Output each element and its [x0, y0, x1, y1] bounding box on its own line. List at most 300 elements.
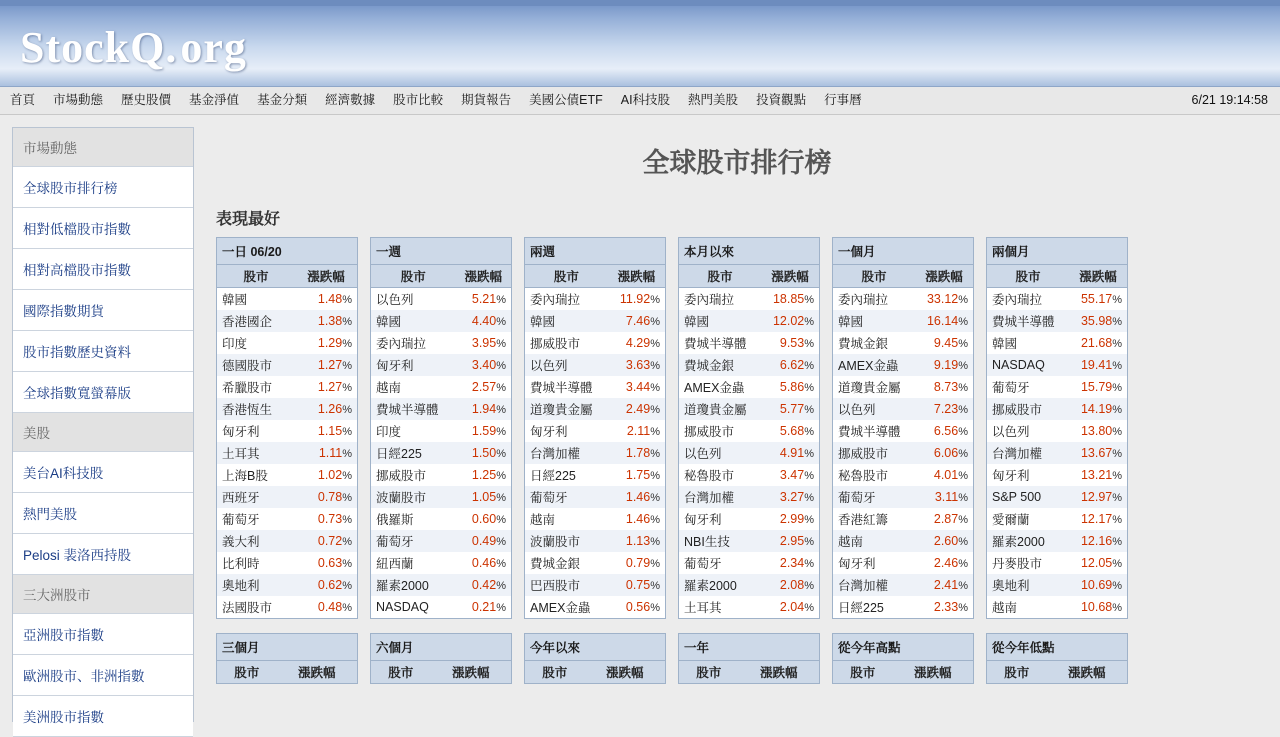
ranking-table-9: [678, 633, 820, 684]
table-row: [525, 530, 666, 552]
table-row: [525, 288, 666, 311]
table-row: [217, 486, 358, 508]
table-header: [371, 238, 512, 265]
market-name: 台灣加權: [679, 486, 762, 508]
market-name: 香港國企: [217, 310, 296, 332]
nav-item-compare[interactable]: 股市比較: [393, 93, 444, 107]
table-header: [217, 634, 358, 661]
change-value: 13.21%: [1069, 464, 1127, 486]
table-title: 三個月: [217, 634, 358, 661]
nav-item-history[interactable]: 歷史股價: [121, 93, 172, 107]
market-name: 費城金銀: [833, 332, 916, 354]
market-name: 台灣加權: [833, 574, 916, 596]
table-row: [679, 310, 820, 332]
change-value: 0.49%: [456, 530, 512, 552]
market-name: 匈牙利: [987, 464, 1070, 486]
nav-item-fund-category[interactable]: 基金分類: [257, 93, 308, 107]
table-row: [987, 574, 1128, 596]
table-header: [833, 634, 974, 661]
change-value: 0.60%: [456, 508, 512, 530]
nav-item-futures[interactable]: 期貨報告: [461, 93, 512, 107]
nav-item-us-bond-etf[interactable]: 美國公債ETF: [529, 93, 603, 107]
market-name: 費城半導體: [833, 420, 916, 442]
column-header-change: 漲跌幅: [584, 661, 665, 684]
change-value: 3.47%: [761, 464, 819, 486]
ranking-table-1: [370, 237, 512, 619]
market-name: 道瓊貴金屬: [679, 398, 762, 420]
table-row: [987, 486, 1128, 508]
table-row: [525, 508, 666, 530]
table-row: [833, 508, 974, 530]
change-value: 0.42%: [456, 574, 512, 596]
change-value: 5.86%: [761, 376, 819, 398]
market-name: 韓國: [217, 288, 296, 311]
table-row: [525, 420, 666, 442]
column-header-change: 漲跌幅: [915, 265, 973, 288]
table-row: [525, 552, 666, 574]
sidebar-item-0-0[interactable]: 全球股市排行榜: [13, 167, 193, 208]
change-value: 0.78%: [295, 486, 357, 508]
table-row: [833, 310, 974, 332]
sidebar-item-2-0[interactable]: 亞洲股市指數: [13, 614, 193, 655]
nav-item-fund-nav[interactable]: 基金淨值: [189, 93, 240, 107]
market-name: 以色列: [987, 420, 1070, 442]
table-row: [679, 486, 820, 508]
column-header-name: 股市: [679, 661, 739, 684]
table-row: [833, 376, 974, 398]
table-column-headers: [217, 661, 358, 684]
market-name: 奧地利: [987, 574, 1070, 596]
table-column-headers: [833, 265, 974, 288]
market-name: 匈牙利: [833, 552, 916, 574]
change-value: 0.48%: [295, 596, 357, 619]
column-header-change: 漲跌幅: [1069, 265, 1127, 288]
market-name: 西班牙: [217, 486, 296, 508]
table-row: [217, 530, 358, 552]
sidebar-group-2: 三大洲股市: [13, 575, 193, 614]
market-name: 越南: [833, 530, 916, 552]
market-name: 道瓊貴金屬: [525, 398, 608, 420]
table-row: [371, 530, 512, 552]
change-value: 10.69%: [1069, 574, 1127, 596]
sidebar-group-0: 市場動態: [13, 128, 193, 167]
market-name: 以色列: [833, 398, 916, 420]
market-name: 挪威股市: [525, 332, 608, 354]
change-value: 19.41%: [1069, 354, 1127, 376]
table-title: 一年: [679, 634, 820, 661]
market-name: AMEX金蟲: [525, 596, 608, 619]
table-header: [833, 238, 974, 265]
column-header-change: 漲跌幅: [430, 661, 511, 684]
market-name: 葡萄牙: [525, 486, 608, 508]
change-value: 3.27%: [761, 486, 819, 508]
change-value: 3.63%: [608, 354, 666, 376]
table-row: [679, 442, 820, 464]
table-row: [987, 420, 1128, 442]
change-value: 2.60%: [915, 530, 973, 552]
table-row: [833, 442, 974, 464]
table-header: [371, 634, 512, 661]
table-row: [525, 486, 666, 508]
column-header-change: 漲跌幅: [892, 661, 973, 684]
market-name: 義大利: [217, 530, 296, 552]
change-value: 2.46%: [915, 552, 973, 574]
table-row: [525, 310, 666, 332]
market-name: 委內瑞拉: [833, 288, 916, 311]
nav-item-ai-tech[interactable]: AI科技股: [620, 93, 671, 107]
table-row: [987, 354, 1128, 376]
nav-item-hot-us-stocks[interactable]: 熱門美股: [688, 93, 739, 107]
table-row: [987, 332, 1128, 354]
column-header-change: 漲跌幅: [276, 661, 357, 684]
market-name: 印度: [371, 420, 456, 442]
market-name: 韓國: [833, 310, 916, 332]
table-header: [525, 634, 666, 661]
column-header-change: 漲跌幅: [295, 265, 357, 288]
market-name: 匈牙利: [679, 508, 762, 530]
change-value: 3.95%: [456, 332, 512, 354]
table-row: [679, 332, 820, 354]
change-value: 16.14%: [915, 310, 973, 332]
table-row: [371, 354, 512, 376]
change-value: 6.62%: [761, 354, 819, 376]
change-value: 7.23%: [915, 398, 973, 420]
table-row: [833, 552, 974, 574]
table-column-headers: [371, 265, 512, 288]
change-value: 1.15%: [295, 420, 357, 442]
table-row: [679, 574, 820, 596]
table-row: [217, 442, 358, 464]
market-name: 香港紅籌: [833, 508, 916, 530]
change-value: 0.63%: [295, 552, 357, 574]
market-name: 挪威股市: [679, 420, 762, 442]
table-row: [217, 574, 358, 596]
market-name: 挪威股市: [987, 398, 1070, 420]
change-value: 1.25%: [456, 464, 512, 486]
change-value: 1.05%: [456, 486, 512, 508]
change-value: 1.29%: [295, 332, 357, 354]
change-value: 3.11%: [915, 486, 973, 508]
change-value: 4.01%: [915, 464, 973, 486]
change-value: 4.29%: [608, 332, 666, 354]
market-name: 韓國: [525, 310, 608, 332]
sidebar-item-0-1[interactable]: 相對低檔股市指數: [13, 208, 193, 249]
change-value: 2.33%: [915, 596, 973, 619]
change-value: 2.95%: [761, 530, 819, 552]
change-value: 13.67%: [1069, 442, 1127, 464]
nav-item-calendar[interactable]: 行事曆: [824, 93, 862, 107]
table-row: [833, 354, 974, 376]
market-name: 日經225: [371, 442, 456, 464]
table-title: 兩個月: [987, 238, 1128, 265]
site-logo[interactable]: [20, 22, 247, 73]
market-name: 印度: [217, 332, 296, 354]
table-row: [371, 574, 512, 596]
table-title: 兩週: [525, 238, 666, 265]
table-row: [679, 376, 820, 398]
table-row: [833, 464, 974, 486]
market-name: 費城半導體: [371, 398, 456, 420]
change-value: 55.17%: [1069, 288, 1127, 311]
market-name: 挪威股市: [833, 442, 916, 464]
change-value: 0.75%: [608, 574, 666, 596]
change-value: 12.17%: [1069, 508, 1127, 530]
market-name: S&P 500: [987, 486, 1070, 508]
logo-main: StockQ: [20, 23, 166, 72]
market-name: 日經225: [525, 464, 608, 486]
table-row: [371, 288, 512, 311]
column-header-name: 股市: [833, 265, 916, 288]
change-value: 1.27%: [295, 376, 357, 398]
change-value: 2.49%: [608, 398, 666, 420]
table-row: [217, 398, 358, 420]
change-value: 3.44%: [608, 376, 666, 398]
market-name: 葡萄牙: [217, 508, 296, 530]
ranking-table-6: [216, 633, 358, 684]
table-row: [833, 420, 974, 442]
table-row: [987, 376, 1128, 398]
table-header: [679, 634, 820, 661]
ranking-table-3: [678, 237, 820, 619]
table-row: [371, 596, 512, 619]
market-name: 匈牙利: [217, 420, 296, 442]
change-value: 12.02%: [761, 310, 819, 332]
nav-item-market[interactable]: 市場動態: [53, 93, 104, 107]
nav-item-home[interactable]: 首頁: [10, 93, 36, 107]
table-row: [987, 288, 1128, 311]
sidebar: [12, 127, 194, 725]
site-header: [0, 0, 1280, 87]
market-name: 委內瑞拉: [679, 288, 762, 311]
table-title: 一個月: [833, 238, 974, 265]
column-header-change: 漲跌幅: [738, 661, 819, 684]
section-title: 表現最好: [216, 211, 281, 228]
table-row: [987, 530, 1128, 552]
table-row: [371, 486, 512, 508]
table-row: [525, 354, 666, 376]
change-value: 1.75%: [608, 464, 666, 486]
sidebar-item-2-1[interactable]: 歐洲股市、非洲指數: [13, 655, 193, 696]
market-name: 挪威股市: [371, 464, 456, 486]
market-name: 巴西股市: [525, 574, 608, 596]
table-title: 本月以來: [679, 238, 820, 265]
change-value: 0.56%: [608, 596, 666, 619]
market-name: 愛爾蘭: [987, 508, 1070, 530]
nav-item-views[interactable]: 投資觀點: [756, 93, 807, 107]
table-row: [217, 376, 358, 398]
change-value: 0.73%: [295, 508, 357, 530]
change-value: 10.68%: [1069, 596, 1127, 619]
page-title: 全球股市排行榜: [642, 148, 832, 178]
ranking-table-2: [524, 237, 666, 619]
change-value: 2.11%: [608, 420, 666, 442]
table-row: [525, 332, 666, 354]
page-body: [0, 115, 1280, 725]
table-column-headers: [679, 661, 820, 684]
table-row: [371, 508, 512, 530]
market-name: 香港恆生: [217, 398, 296, 420]
market-name: 法國股市: [217, 596, 296, 619]
change-value: 33.12%: [915, 288, 973, 311]
market-name: NASDAQ: [371, 596, 456, 619]
main-content: [194, 115, 1280, 722]
table-row: [217, 464, 358, 486]
table-row: [833, 288, 974, 311]
change-value: 1.13%: [608, 530, 666, 552]
table-row: [371, 442, 512, 464]
table-row: [525, 574, 666, 596]
table-row: [525, 398, 666, 420]
column-header-name: 股市: [371, 661, 431, 684]
sidebar-item-1-2[interactable]: Pelosi 裴洛西持股: [13, 534, 193, 575]
table-row: [679, 596, 820, 619]
market-name: 葡萄牙: [833, 486, 916, 508]
market-name: 費城金銀: [525, 552, 608, 574]
market-name: 波蘭股市: [371, 486, 456, 508]
table-row: [525, 596, 666, 619]
clock: 6/21 19:14:58: [1191, 93, 1268, 107]
market-name: 俄羅斯: [371, 508, 456, 530]
market-name: 秘魯股市: [679, 464, 762, 486]
change-value: 13.80%: [1069, 420, 1127, 442]
sidebar-item-1-1[interactable]: 熱門美股: [13, 493, 193, 534]
table-title: 從今年低點: [987, 634, 1128, 661]
change-value: 2.34%: [761, 552, 819, 574]
column-header-name: 股市: [525, 661, 585, 684]
change-value: 11.92%: [608, 288, 666, 311]
logo-dot: .: [165, 23, 181, 72]
change-value: 15.79%: [1069, 376, 1127, 398]
market-name: 羅素2000: [987, 530, 1070, 552]
market-name: AMEX金蟲: [833, 354, 916, 376]
market-name: 委內瑞拉: [525, 288, 608, 311]
column-header-name: 股市: [371, 265, 456, 288]
market-name: 葡萄牙: [679, 552, 762, 574]
column-header-name: 股市: [217, 661, 277, 684]
sidebar-item-0-5[interactable]: 全球指數寬螢幕版: [13, 372, 193, 413]
change-value: 2.08%: [761, 574, 819, 596]
column-header-name: 股市: [217, 265, 296, 288]
table-row: [371, 420, 512, 442]
change-value: 0.79%: [608, 552, 666, 574]
column-header-change: 漲跌幅: [456, 265, 512, 288]
sidebar-item-2-2[interactable]: 美洲股市指數: [13, 696, 193, 737]
market-name: 丹麥股市: [987, 552, 1070, 574]
change-value: 1.46%: [608, 508, 666, 530]
table-column-headers: [679, 265, 820, 288]
table-row: [371, 310, 512, 332]
change-value: 5.77%: [761, 398, 819, 420]
change-value: 1.46%: [608, 486, 666, 508]
column-header-change: 漲跌幅: [761, 265, 819, 288]
column-header-name: 股市: [833, 661, 893, 684]
table-row: [987, 442, 1128, 464]
change-value: 12.97%: [1069, 486, 1127, 508]
sidebar-item-0-4[interactable]: 股市指數歷史資料: [13, 331, 193, 372]
nav-item-economy[interactable]: 經濟數據: [325, 93, 376, 107]
change-value: 2.57%: [456, 376, 512, 398]
market-name: 以色列: [525, 354, 608, 376]
change-value: 1.38%: [295, 310, 357, 332]
market-name: 日經225: [833, 596, 916, 619]
change-value: 21.68%: [1069, 332, 1127, 354]
column-header-change: 漲跌幅: [1046, 661, 1127, 684]
change-value: 4.91%: [761, 442, 819, 464]
ranking-table-0: [216, 237, 358, 619]
table-row: [217, 508, 358, 530]
market-name: 委內瑞拉: [371, 332, 456, 354]
change-value: 0.21%: [456, 596, 512, 619]
change-value: 12.05%: [1069, 552, 1127, 574]
table-row: [833, 486, 974, 508]
market-name: 匈牙利: [525, 420, 608, 442]
table-row: [217, 552, 358, 574]
table-row: [217, 354, 358, 376]
market-name: NBI生技: [679, 530, 762, 552]
table-row: [833, 574, 974, 596]
table-row: [987, 552, 1128, 574]
table-row: [679, 288, 820, 311]
table-row: [833, 398, 974, 420]
table-row: [371, 552, 512, 574]
main-navigation[interactable]: [0, 87, 1280, 115]
change-value: 12.16%: [1069, 530, 1127, 552]
table-row: [525, 376, 666, 398]
market-name: 費城金銀: [679, 354, 762, 376]
ranking-tables-row-1: [216, 237, 1264, 619]
table-row: [679, 508, 820, 530]
change-value: 1.27%: [295, 354, 357, 376]
table-title: 一週: [371, 238, 512, 265]
table-row: [987, 596, 1128, 619]
market-name: 委內瑞拉: [987, 288, 1070, 311]
change-value: 2.87%: [915, 508, 973, 530]
table-title: 從今年高點: [833, 634, 974, 661]
table-row: [987, 464, 1128, 486]
sidebar-item-0-3[interactable]: 國際指數期貨: [13, 290, 193, 331]
market-name: 秘魯股市: [833, 464, 916, 486]
market-name: 以色列: [679, 442, 762, 464]
change-value: 1.02%: [295, 464, 357, 486]
sidebar-item-0-2[interactable]: 相對高檔股市指數: [13, 249, 193, 290]
change-value: 2.04%: [761, 596, 819, 619]
table-row: [987, 398, 1128, 420]
column-header-name: 股市: [987, 265, 1070, 288]
header-top-bar: [0, 0, 1280, 6]
market-name: 以色列: [371, 288, 456, 311]
change-value: 1.78%: [608, 442, 666, 464]
market-name: 奧地利: [217, 574, 296, 596]
change-value: 6.06%: [915, 442, 973, 464]
change-value: 14.19%: [1069, 398, 1127, 420]
table-row: [679, 420, 820, 442]
market-name: 越南: [525, 508, 608, 530]
market-name: 台灣加權: [525, 442, 608, 464]
market-name: 費城半導體: [987, 310, 1070, 332]
change-value: 1.11%: [295, 442, 357, 464]
market-name: 越南: [987, 596, 1070, 619]
market-name: 台灣加權: [987, 442, 1070, 464]
market-name: 上海B股: [217, 464, 296, 486]
table-row: [371, 332, 512, 354]
table-row: [217, 332, 358, 354]
market-name: 費城半導體: [525, 376, 608, 398]
table-row: [679, 552, 820, 574]
change-value: 4.40%: [456, 310, 512, 332]
sidebar-item-1-0[interactable]: 美台AI科技股: [13, 452, 193, 493]
ranking-table-11: [986, 633, 1128, 684]
change-value: 5.68%: [761, 420, 819, 442]
